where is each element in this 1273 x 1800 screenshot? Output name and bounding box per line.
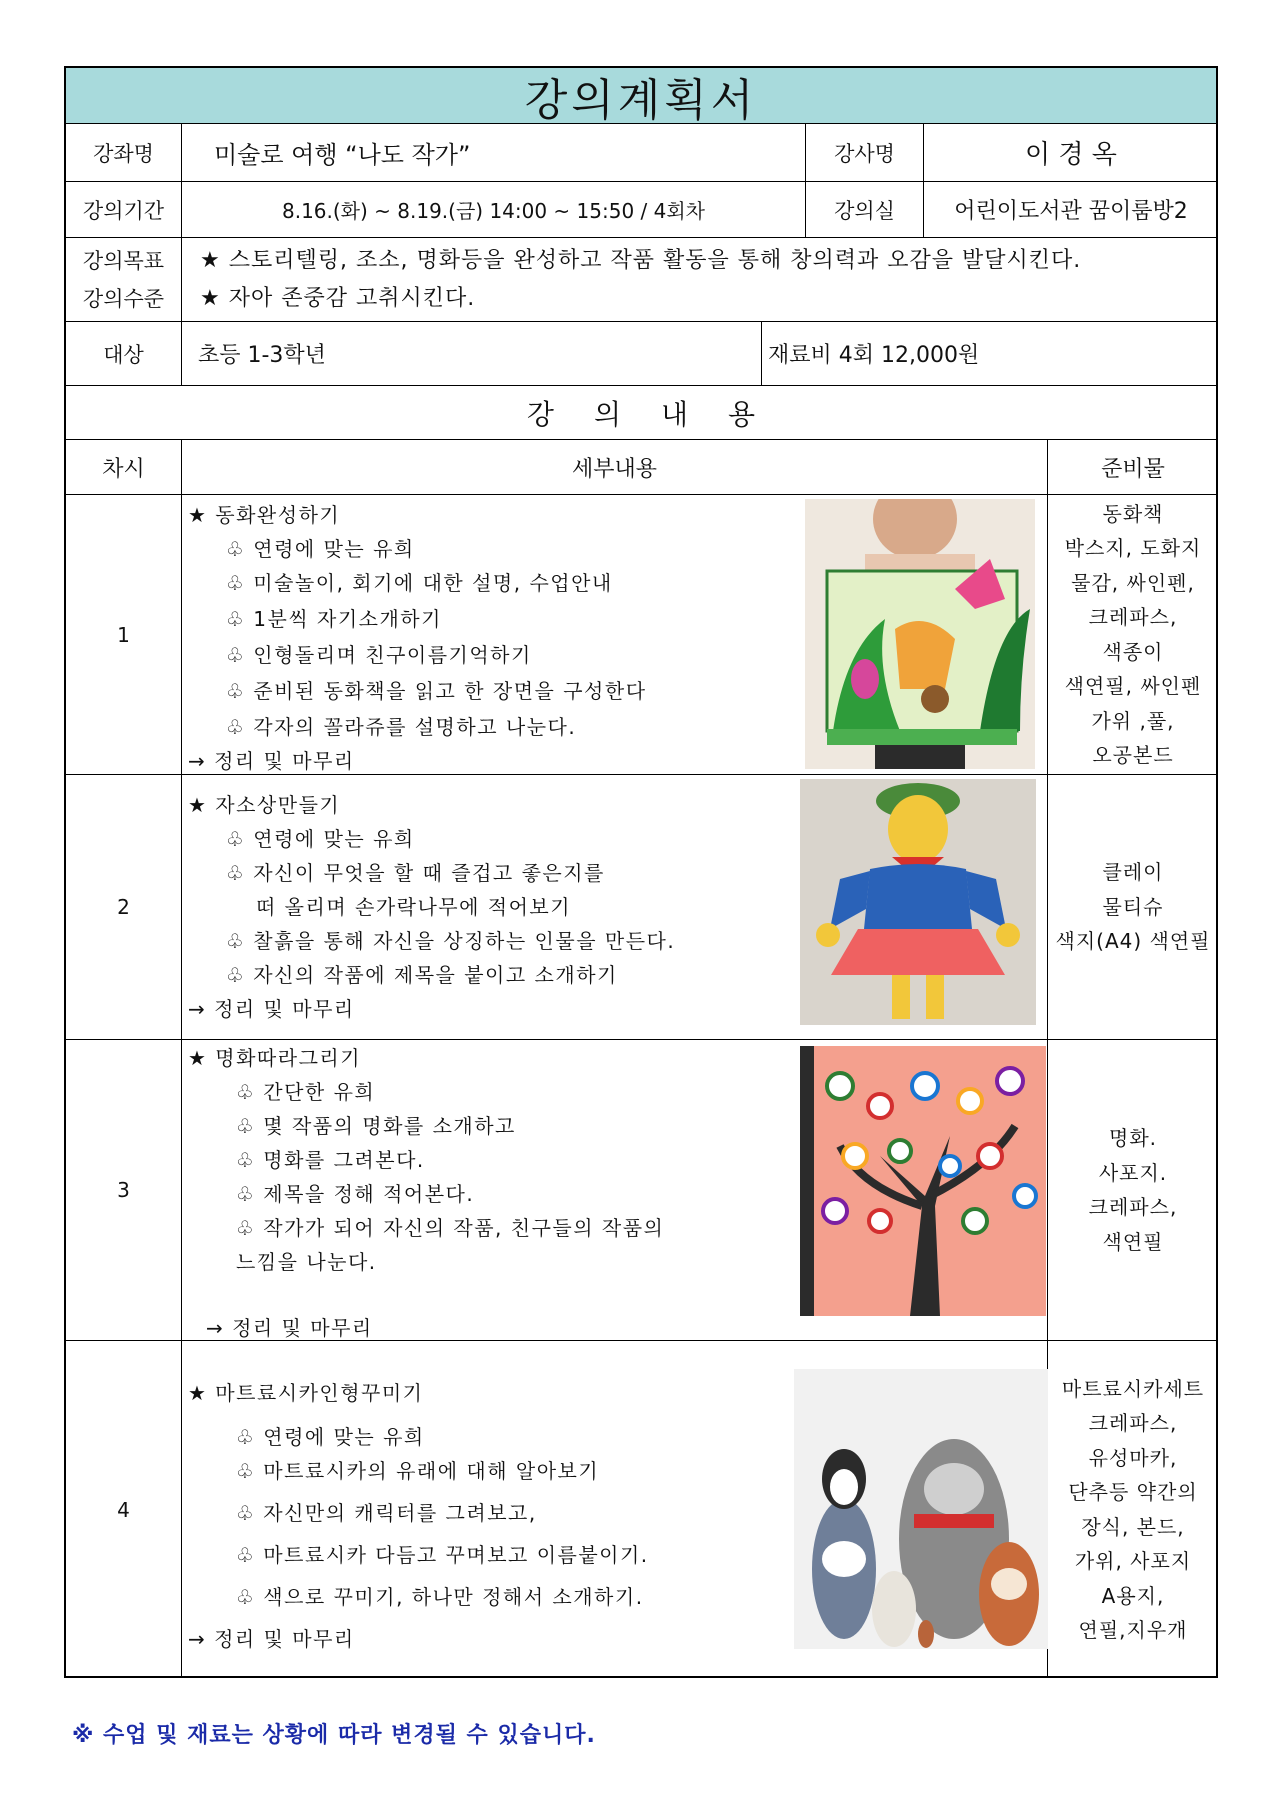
goal-line-2: ★ 자아 존중감 고취시킨다. xyxy=(200,285,476,311)
lesson-item: ♧ 각자의 꼴라쥬를 설명하고 나눈다. xyxy=(226,715,577,739)
session-number: 1 xyxy=(66,495,182,774)
painting-photo xyxy=(800,1046,1046,1316)
material-item: 유성마카, xyxy=(1088,1445,1178,1470)
lesson-detail xyxy=(182,1341,1048,1678)
goal-row xyxy=(66,238,1216,322)
room-label: 강의실 xyxy=(806,182,924,237)
material-item: A용지, xyxy=(1101,1583,1165,1608)
header-materials: 준비물 xyxy=(1101,456,1165,482)
target-value: 초등 1-3학년 xyxy=(182,322,762,385)
material-item: 물티슈 xyxy=(1102,894,1164,919)
lesson-item: ♧ 색으로 꾸미기, 하나만 정해서 소개하기. xyxy=(236,1585,644,1609)
section-title: 강의내용 xyxy=(526,397,796,431)
lesson-item: ♧ 인형돌리며 친구이름기억하기 xyxy=(226,643,532,667)
lesson-item: ♧ 연령에 맞는 유희 xyxy=(236,1425,425,1449)
material-item: 색종이 xyxy=(1102,639,1164,664)
target-row xyxy=(66,322,1216,386)
lesson-item: ♧ 명화를 그려본다. xyxy=(236,1148,425,1172)
material-item: 크레파스, xyxy=(1088,1195,1178,1219)
lesson-row-1 xyxy=(66,495,1216,775)
lesson-heading: ★ 마트료시카인형꾸미기 xyxy=(188,1381,424,1405)
document-title: 강의계획서 xyxy=(524,74,758,126)
lesson-wrapup: → 정리 및 마무리 xyxy=(188,997,355,1021)
lesson-item: ♧ 1분씩 자기소개하기 xyxy=(226,607,442,631)
material-item: 장식, 본드, xyxy=(1081,1514,1185,1539)
lesson-item: ♧ 찰흙을 통해 자신을 상징하는 인물을 만든다. xyxy=(226,929,676,953)
level-label: 강의수준 xyxy=(82,286,165,311)
lesson-wrapup: → 정리 및 마무리 xyxy=(188,749,355,773)
lesson-detail xyxy=(182,1040,1048,1340)
matryoshka-photo xyxy=(794,1369,1048,1649)
material-item: 동화책 xyxy=(1102,501,1164,526)
material-item: 크레파스, xyxy=(1088,1411,1178,1435)
material-item: 가위, 사포지 xyxy=(1074,1549,1192,1573)
material-item: 물감, 싸인펜, xyxy=(1071,570,1195,595)
lesson-detail xyxy=(182,495,1048,774)
period-row xyxy=(66,182,1216,238)
column-header-row xyxy=(66,440,1216,495)
period-value: 8.16.(화) ~ 8.19.(금) 14:00 ~ 15:50 / 4회차 xyxy=(182,182,806,237)
goal-labels xyxy=(66,238,182,321)
lecture-plan-table xyxy=(64,66,1218,1678)
lesson-item: ♧ 몇 작품의 명화를 소개하고 xyxy=(236,1114,516,1138)
lesson-item: ♧ 작가가 되어 자신의 작품, 친구들의 작품의 xyxy=(236,1216,665,1240)
lesson-wrapup: → 정리 및 마무리 xyxy=(206,1316,373,1340)
material-item: 사포지. xyxy=(1098,1160,1168,1185)
instructor-name: 이 경 옥 xyxy=(1025,140,1117,170)
lesson-item-continued: 느낌을 나눈다. xyxy=(236,1250,377,1274)
lesson-item: ♧ 준비된 동화책을 읽고 한 장면을 구성한다 xyxy=(226,679,647,703)
material-item: 클레이 xyxy=(1102,860,1164,885)
materials-list xyxy=(1048,1341,1218,1678)
lesson-item: ♧ 간단한 유희 xyxy=(236,1080,376,1104)
room-value: 어린이도서관 꿈이룸방2 xyxy=(954,199,1188,224)
material-item: 명화. xyxy=(1109,1126,1157,1150)
lesson-item: ♧ 제목을 정해 적어본다. xyxy=(236,1182,475,1206)
section-title-row xyxy=(66,386,1216,440)
material-item: 연필,지우개 xyxy=(1078,1618,1188,1642)
material-item: 색연필, 싸인펜 xyxy=(1064,674,1202,698)
material-item: 색연필 xyxy=(1102,1229,1164,1254)
lesson-row-2 xyxy=(66,775,1216,1040)
material-fee: 재료비 4회 12,000원 xyxy=(768,343,980,368)
session-number: 3 xyxy=(66,1040,182,1340)
lesson-wrapup: → 정리 및 마무리 xyxy=(188,1627,355,1651)
materials-list xyxy=(1048,775,1218,1039)
course-name: 미술로 여행 “나도 작가” xyxy=(182,124,806,181)
header-detail: 세부내용 xyxy=(182,440,1048,494)
lesson-heading: ★ 명화따라그리기 xyxy=(188,1046,362,1070)
lesson-detail xyxy=(182,775,1048,1039)
course-row xyxy=(66,124,1216,182)
material-item: 단추등 약간의 xyxy=(1068,1480,1198,1504)
lesson-row-4 xyxy=(66,1341,1216,1678)
session-number: 2 xyxy=(66,775,182,1039)
material-item: 크레파스, xyxy=(1088,605,1178,629)
material-item: 마트료시카세트 xyxy=(1061,1376,1205,1401)
instructor-label: 강사명 xyxy=(806,124,924,181)
header-session: 차시 xyxy=(66,440,182,494)
lesson-item: ♧ 마트료시카의 유래에 대해 알아보기 xyxy=(236,1459,600,1483)
lesson-heading: ★ 동화완성하기 xyxy=(188,503,341,527)
lesson-item: ♧ 연령에 맞는 유희 xyxy=(226,537,415,561)
lesson-heading: ★ 자소상만들기 xyxy=(188,793,341,817)
materials-list xyxy=(1048,1040,1218,1340)
material-item: 오공본드 xyxy=(1092,743,1174,767)
collage-photo xyxy=(805,499,1035,769)
goal-label: 강의목표 xyxy=(82,248,165,273)
lesson-item: ♧ 자신의 작품에 제목을 붙이고 소개하기 xyxy=(226,963,618,987)
lesson-item: ♧ 자신이 무엇을 할 때 즐겁고 좋은지를 xyxy=(226,861,605,885)
clay-figure-photo xyxy=(800,779,1036,1025)
material-item: 박스지, 도화지 xyxy=(1064,536,1202,560)
course-label: 강좌명 xyxy=(66,124,182,181)
lesson-item: ♧ 자신만의 캐릭터를 그려보고, xyxy=(236,1501,537,1525)
lesson-row-3 xyxy=(66,1040,1216,1341)
material-item: 가위 ,풀, xyxy=(1091,708,1175,733)
footnote: ※ 수업 및 재료는 상황에 따라 변경될 수 있습니다. xyxy=(72,1723,596,1748)
materials-list xyxy=(1048,495,1218,774)
lesson-item: ♧ 마트료시카 다듬고 꾸며보고 이름붙이기. xyxy=(236,1543,649,1567)
lesson-item-continued: 떠 올리며 손가락나무에 적어보기 xyxy=(256,895,572,919)
period-label: 강의기간 xyxy=(66,182,182,237)
goal-text xyxy=(182,238,1218,321)
target-label: 대상 xyxy=(66,322,182,385)
title-row xyxy=(66,68,1216,124)
lesson-item: ♧ 미술놀이, 회기에 대한 설명, 수업안내 xyxy=(226,571,613,595)
goal-line-1: ★ 스토리텔링, 조소, 명화등을 완성하고 작품 활동을 통해 창의력과 오감을 발달시킨다. xyxy=(200,247,1082,273)
lesson-item: ♧ 연령에 맞는 유희 xyxy=(226,827,415,851)
session-number: 4 xyxy=(66,1341,182,1678)
material-item: 색지(A4) 색연필 xyxy=(1055,929,1211,954)
